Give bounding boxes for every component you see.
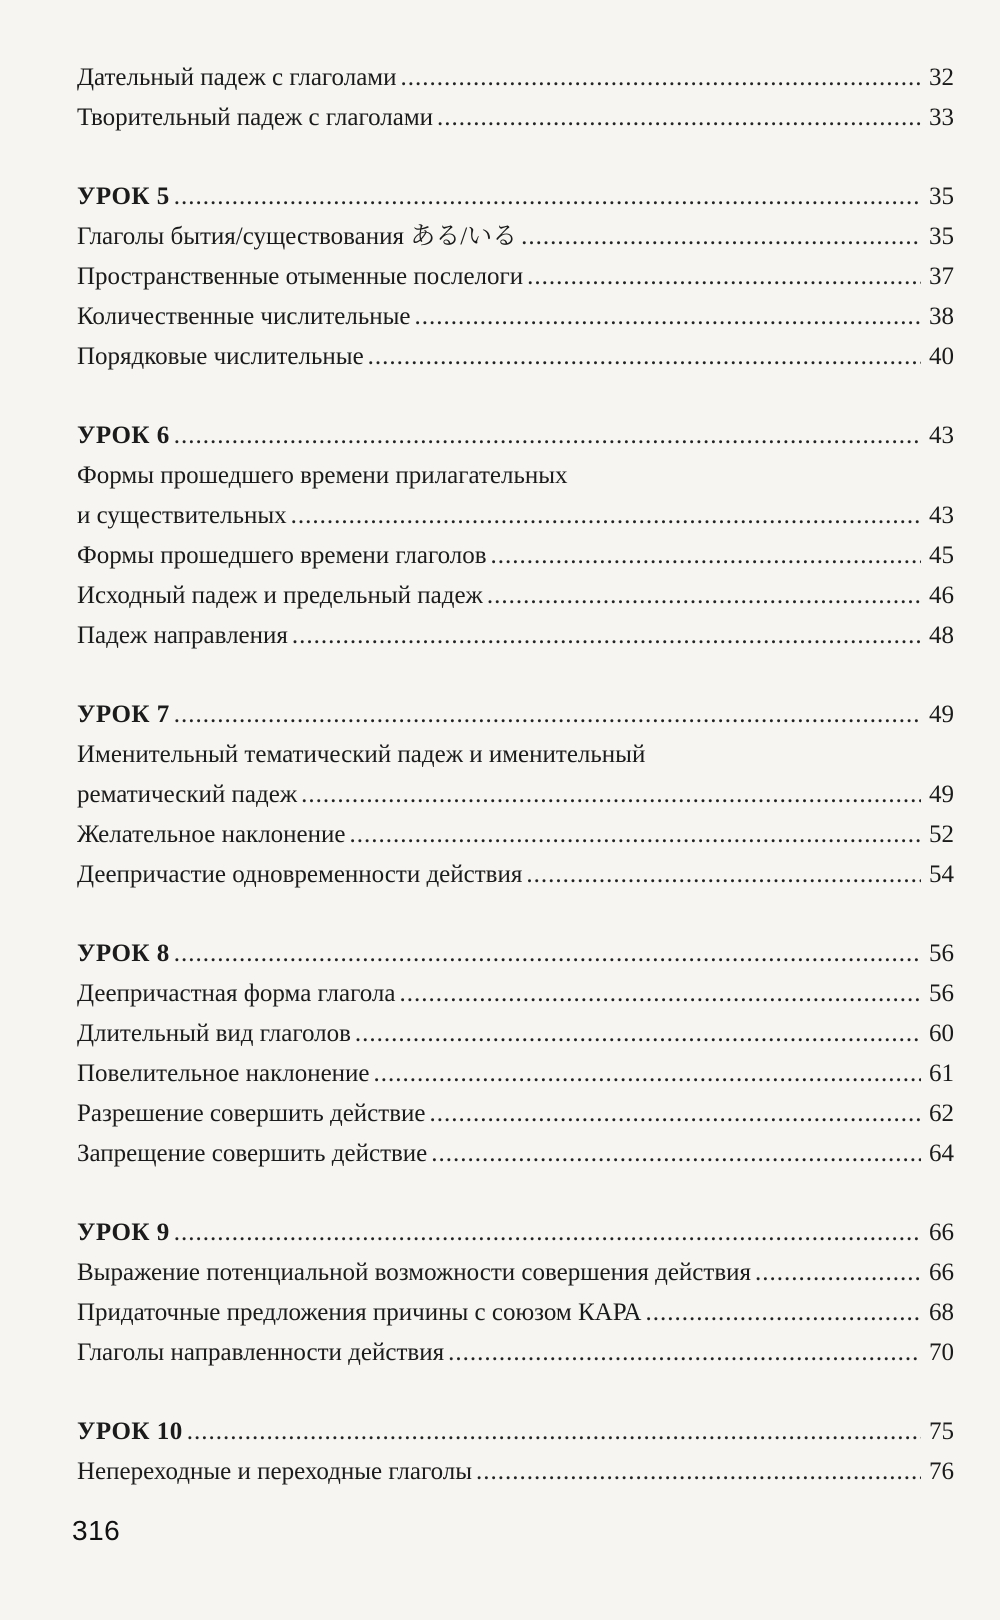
toc-entry-page: 46 — [929, 582, 954, 609]
toc-entry — [77, 58, 954, 98]
toc-entry-title: рематический падеж — [77, 781, 298, 808]
lesson-page: 43 — [929, 422, 954, 449]
toc-entry-page: 61 — [929, 1060, 954, 1087]
toc-entry-page: 37 — [929, 263, 954, 290]
toc-entry-title: Падеж направления — [77, 622, 288, 649]
toc-entry-page: 48 — [929, 622, 954, 649]
dot-leader — [174, 177, 921, 217]
toc-entry — [77, 257, 954, 297]
toc-entry-title: Количественные числительные — [77, 303, 411, 330]
toc-entry-title: Глаголы бытия/существования ある/いる — [77, 223, 518, 250]
toc-entry-page: 70 — [929, 1339, 954, 1366]
toc-entry-title: Непереходные и переходные глаголы — [77, 1458, 473, 1485]
toc-entry — [77, 98, 954, 138]
toc-entry-page: 64 — [929, 1140, 954, 1167]
dot-leader — [527, 257, 921, 297]
toc-entry-title: Деепричастие одновременности действия — [77, 861, 523, 888]
lesson-title: УРОК 5 — [77, 183, 170, 210]
dot-leader — [521, 217, 921, 257]
dot-leader — [355, 1014, 921, 1054]
toc-entry — [77, 297, 954, 337]
toc-entry — [77, 1253, 954, 1293]
dot-leader — [350, 815, 921, 855]
dot-leader — [437, 98, 921, 138]
dot-leader — [374, 1054, 921, 1094]
toc-entry-title: Повелительное наклонение — [77, 1060, 370, 1087]
toc-entry-page: 43 — [929, 502, 954, 529]
toc-entry-title: и существительных — [77, 502, 287, 529]
dot-leader — [487, 576, 921, 616]
toc-entry-title: Дательный падеж с глаголами — [77, 64, 397, 91]
dot-leader — [401, 58, 922, 98]
dot-leader — [448, 1333, 921, 1373]
toc-entry-title: Желательное наклонение — [77, 821, 346, 848]
lesson-page: 35 — [929, 183, 954, 210]
dot-leader — [415, 297, 922, 337]
toc-entry-page: 76 — [929, 1458, 954, 1485]
lesson-page: 66 — [929, 1219, 954, 1246]
toc-entry — [77, 1293, 954, 1333]
toc-entry-page: 38 — [929, 303, 954, 330]
lesson-page: 56 — [929, 940, 954, 967]
lesson-page: 49 — [929, 701, 954, 728]
lesson-title: УРОК 10 — [77, 1418, 183, 1445]
toc-entry — [77, 1094, 954, 1134]
lesson-heading-7 — [77, 695, 954, 735]
lesson-heading-9 — [77, 1213, 954, 1253]
dot-leader — [301, 775, 921, 815]
toc-entry — [77, 855, 954, 895]
dot-leader — [292, 616, 921, 656]
toc-entry-title: Деепричастная форма глагола — [77, 980, 396, 1007]
dot-leader — [174, 695, 921, 735]
toc-entry-page: 62 — [929, 1100, 954, 1127]
lesson-heading-6 — [77, 416, 954, 456]
lesson-heading-5 — [77, 177, 954, 217]
dot-leader — [476, 1452, 921, 1492]
dot-leader — [431, 1134, 921, 1174]
toc-entry-title: Длительный вид глаголов — [77, 1020, 351, 1047]
page-number: 316 — [72, 1515, 121, 1546]
toc-entry — [77, 775, 954, 815]
toc-entry-page: 32 — [929, 64, 954, 91]
toc-entry-title: Придаточные предложения причины с союзом КАРА — [77, 1299, 642, 1326]
dot-leader — [291, 496, 921, 536]
toc-entry-page: 60 — [929, 1020, 954, 1047]
toc-entry-page: 40 — [929, 343, 954, 370]
toc-entry-page: 66 — [929, 1259, 954, 1286]
dot-leader — [174, 416, 921, 456]
toc-entry — [77, 616, 954, 656]
toc-entry-page: 56 — [929, 980, 954, 1007]
lesson-heading-10 — [77, 1412, 954, 1452]
dot-leader — [174, 934, 921, 974]
toc-entry-page: 49 — [929, 781, 954, 808]
toc-entry-page: 45 — [929, 542, 954, 569]
toc-entry — [77, 1452, 954, 1492]
lesson-heading-8 — [77, 934, 954, 974]
toc-entry-title: Выражение потенциальной возможности совершения действия — [77, 1259, 751, 1286]
toc-entry-page: 35 — [929, 223, 954, 250]
lesson-page: 75 — [929, 1418, 954, 1445]
lesson-title: УРОК 7 — [77, 701, 170, 728]
lesson-title: УРОК 9 — [77, 1219, 170, 1246]
toc-entry — [77, 1333, 954, 1373]
dot-leader — [429, 1094, 921, 1134]
toc-entry — [77, 1054, 954, 1094]
toc-entry — [77, 536, 954, 576]
table-of-contents — [77, 58, 954, 1492]
toc-entry — [77, 1134, 954, 1174]
toc-entry-title-line: Именительный тематический падеж и именительный — [77, 741, 646, 768]
dot-leader — [368, 337, 921, 377]
dot-leader — [755, 1253, 921, 1293]
toc-entry-page: 54 — [929, 861, 954, 888]
toc-entry-title: Порядковые числительные — [77, 343, 364, 370]
lesson-title: УРОК 6 — [77, 422, 170, 449]
dot-leader — [526, 855, 921, 895]
dot-leader — [491, 536, 921, 576]
toc-entry-page: 52 — [929, 821, 954, 848]
toc-entry-title: Разрешение совершить действие — [77, 1100, 426, 1127]
toc-entry — [77, 576, 954, 616]
dot-leader — [399, 974, 921, 1014]
toc-entry-title: Исходный падеж и предельный падеж — [77, 582, 483, 609]
toc-entry-title: Пространственные отыменные послелоги — [77, 263, 524, 290]
toc-entry-page: 33 — [929, 104, 954, 131]
lesson-title: УРОК 8 — [77, 940, 170, 967]
toc-entry-title-line: Формы прошедшего времени прилагательных — [77, 462, 568, 489]
toc-entry-page: 68 — [929, 1299, 954, 1326]
toc-entry — [77, 337, 954, 377]
toc-entry-title: Формы прошедшего времени глаголов — [77, 542, 487, 569]
dot-leader — [174, 1213, 921, 1253]
toc-entry-title: Творительный падеж с глаголами — [77, 104, 434, 131]
toc-entry — [77, 217, 954, 257]
toc-entry — [77, 974, 954, 1014]
toc-entry — [77, 815, 954, 855]
dot-leader — [645, 1293, 921, 1333]
toc-entry — [77, 496, 954, 536]
toc-entry — [77, 1014, 954, 1054]
dot-leader — [187, 1412, 921, 1452]
toc-entry-title: Запрещение совершить действие — [77, 1140, 428, 1167]
toc-entry-title: Глаголы направленности действия — [77, 1339, 445, 1366]
